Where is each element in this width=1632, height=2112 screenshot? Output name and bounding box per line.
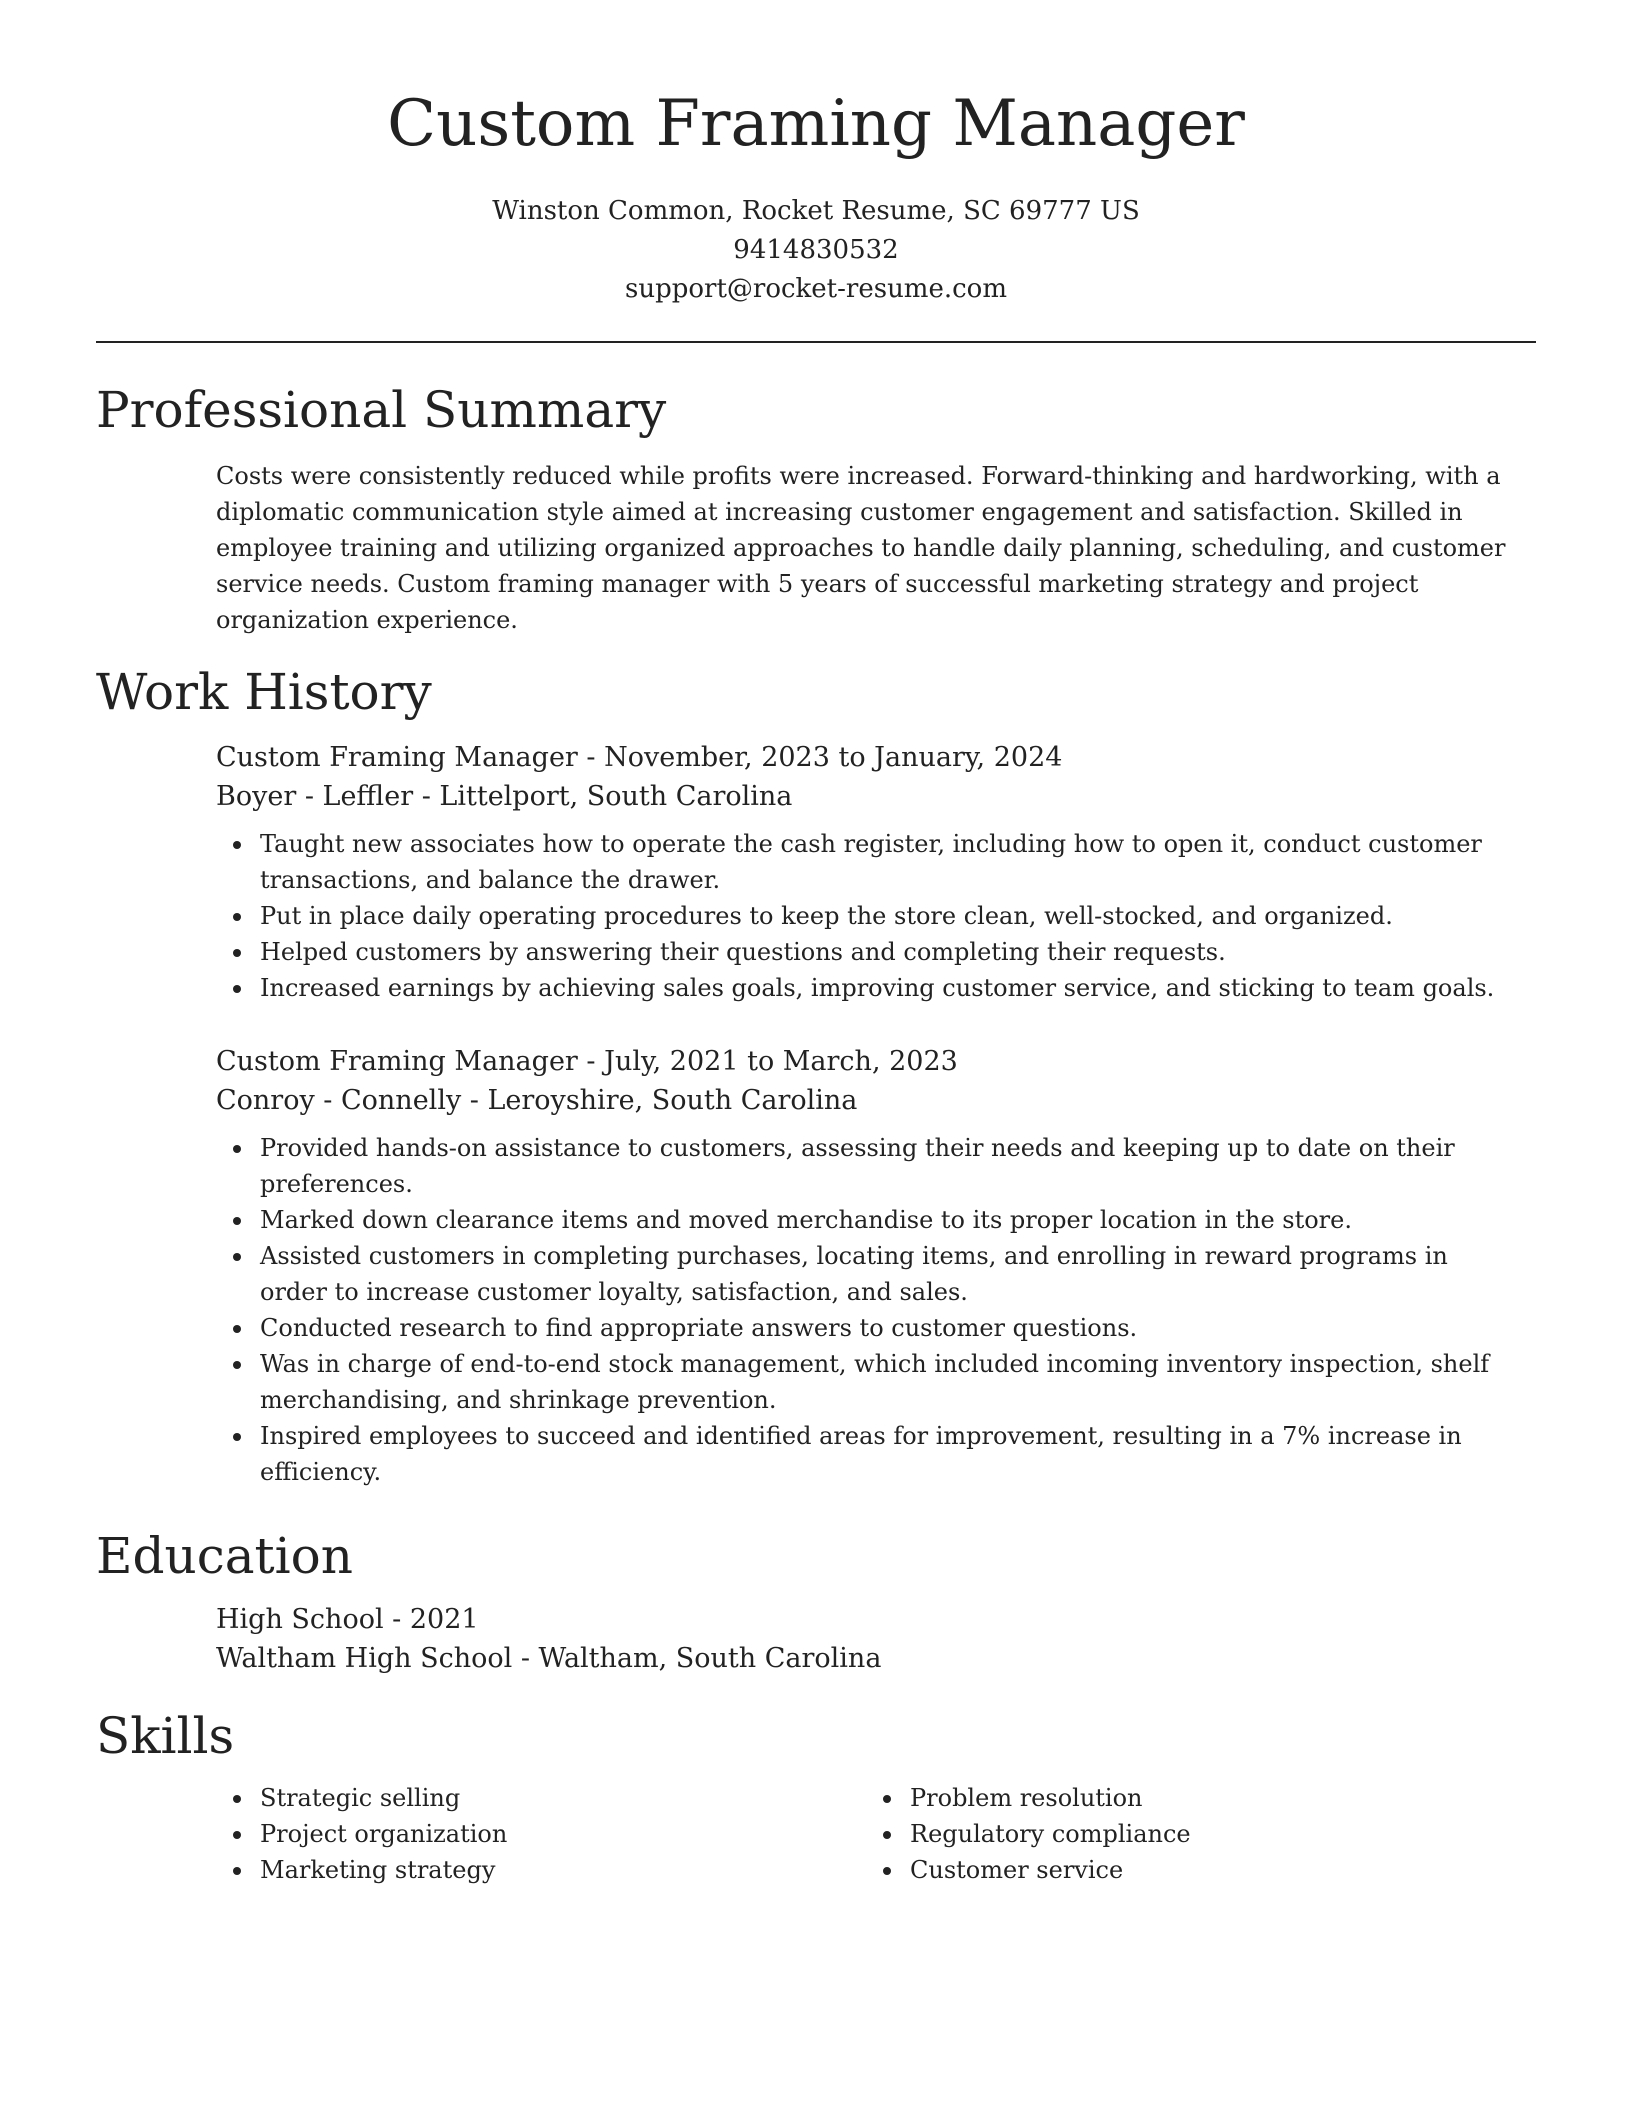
skills-column-left: [216, 1780, 866, 1888]
education-degree: High School: [216, 1604, 384, 1635]
job-duties-list: [216, 1130, 1516, 1490]
candidate-name: Custom Framing Manager: [387, 87, 1245, 161]
list-item: Assisted customers in completing purchases, locating items, and enrolling in reward programs in order to increase customer loyalty, satisfaction, and sales.: [216, 1238, 1516, 1310]
job-title-line: [216, 738, 1516, 777]
education-entry: [216, 1600, 1516, 1678]
list-item: Taught new associates how to operate the cash register, including how to open it, conduct customer transactions, and balance the drawer.: [216, 826, 1516, 898]
job-entry: [216, 1042, 1516, 1490]
job-company: Conroy - Connelly: [216, 1085, 462, 1116]
list-item: Marketing strategy: [216, 1852, 866, 1888]
list-item: Regulatory compliance: [866, 1816, 1516, 1852]
job-location: - Littelport, South Carolina: [413, 781, 793, 812]
job-dates: - November, 2023 to January, 2024: [577, 742, 1063, 773]
education-year: - 2021: [383, 1604, 479, 1635]
education-heading: Education: [96, 1527, 353, 1585]
job-location: - Leroyshire, South Carolina: [461, 1085, 858, 1116]
work-history-heading: Work History: [96, 663, 432, 721]
list-item: Project organization: [216, 1816, 866, 1852]
list-item: Inspired employees to succeed and identified areas for improvement, resulting in a 7% increase in efficiency.: [216, 1418, 1516, 1490]
email-text: support@rocket-resume.com: [624, 274, 1007, 304]
list-item: Strategic selling: [216, 1780, 866, 1816]
list-item: Increased earnings by achieving sales goals, improving customer service, and sticking to team goals.: [216, 970, 1516, 1006]
education-degree-line: [216, 1600, 1516, 1639]
job-entry: [216, 738, 1516, 1006]
skills-section: [216, 1780, 1516, 1888]
list-item: Put in place daily operating procedures to keep the store clean, well-stocked, and organized.: [216, 898, 1516, 934]
address-text: Winston Common, Rocket Resume, SC 69777 US: [492, 196, 1140, 226]
list-item: Helped customers by answering their questions and completing their requests.: [216, 934, 1516, 970]
skills-columns: [216, 1780, 1516, 1888]
list-item: Marked down clearance items and moved merchandise to its proper location in the store.: [216, 1202, 1516, 1238]
job-title-line: [216, 1042, 1516, 1081]
list-item: Conducted research to find appropriate answers to customer questions.: [216, 1310, 1516, 1346]
list-item: Customer service: [866, 1852, 1516, 1888]
resume-header: [96, 84, 1536, 309]
list-item: Provided hands-on assistance to customers, assessing their needs and keeping up to date on their preferences.: [216, 1130, 1516, 1202]
job-company-line: [216, 777, 1516, 816]
skills-list: [866, 1780, 1516, 1888]
phone-text: 9414830532: [733, 235, 899, 265]
education-school: Waltham High School: [216, 1643, 513, 1674]
job-title: Custom Framing Manager: [216, 1046, 578, 1077]
education-location: - Waltham, South Carolina: [512, 1643, 882, 1674]
list-item: Problem resolution: [866, 1780, 1516, 1816]
summary-heading: Professional Summary: [96, 381, 667, 439]
header-divider: [96, 341, 1536, 343]
contact-info: [96, 192, 1536, 309]
skills-heading: Skills: [96, 1707, 235, 1765]
education-school-line: [216, 1639, 1516, 1678]
summary-section: [216, 458, 1516, 638]
skills-list: [216, 1780, 866, 1888]
job-dates: - July, 2021 to March, 2023: [577, 1046, 958, 1077]
summary-text: Costs were consistently reduced while profits were increased. Forward-thinking and hardworking, with a diplomatic communication style aimed at increasing customer engagement and satisfaction. Skilled in employee training and utilizing organized approaches to handle daily planning, scheduling, and customer service needs. Custom framing manager with 5 years of successful marketing strategy and project organization experience.: [216, 462, 1506, 634]
skills-column-right: [866, 1780, 1516, 1888]
job-company: Boyer - Leffler: [216, 781, 414, 812]
job-duties-list: [216, 826, 1516, 1006]
job-title: Custom Framing Manager: [216, 742, 578, 773]
list-item: Was in charge of end-to-end stock management, which included incoming inventory inspection, shelf merchandising, and shrinkage prevention.: [216, 1346, 1516, 1418]
job-company-line: [216, 1081, 1516, 1120]
